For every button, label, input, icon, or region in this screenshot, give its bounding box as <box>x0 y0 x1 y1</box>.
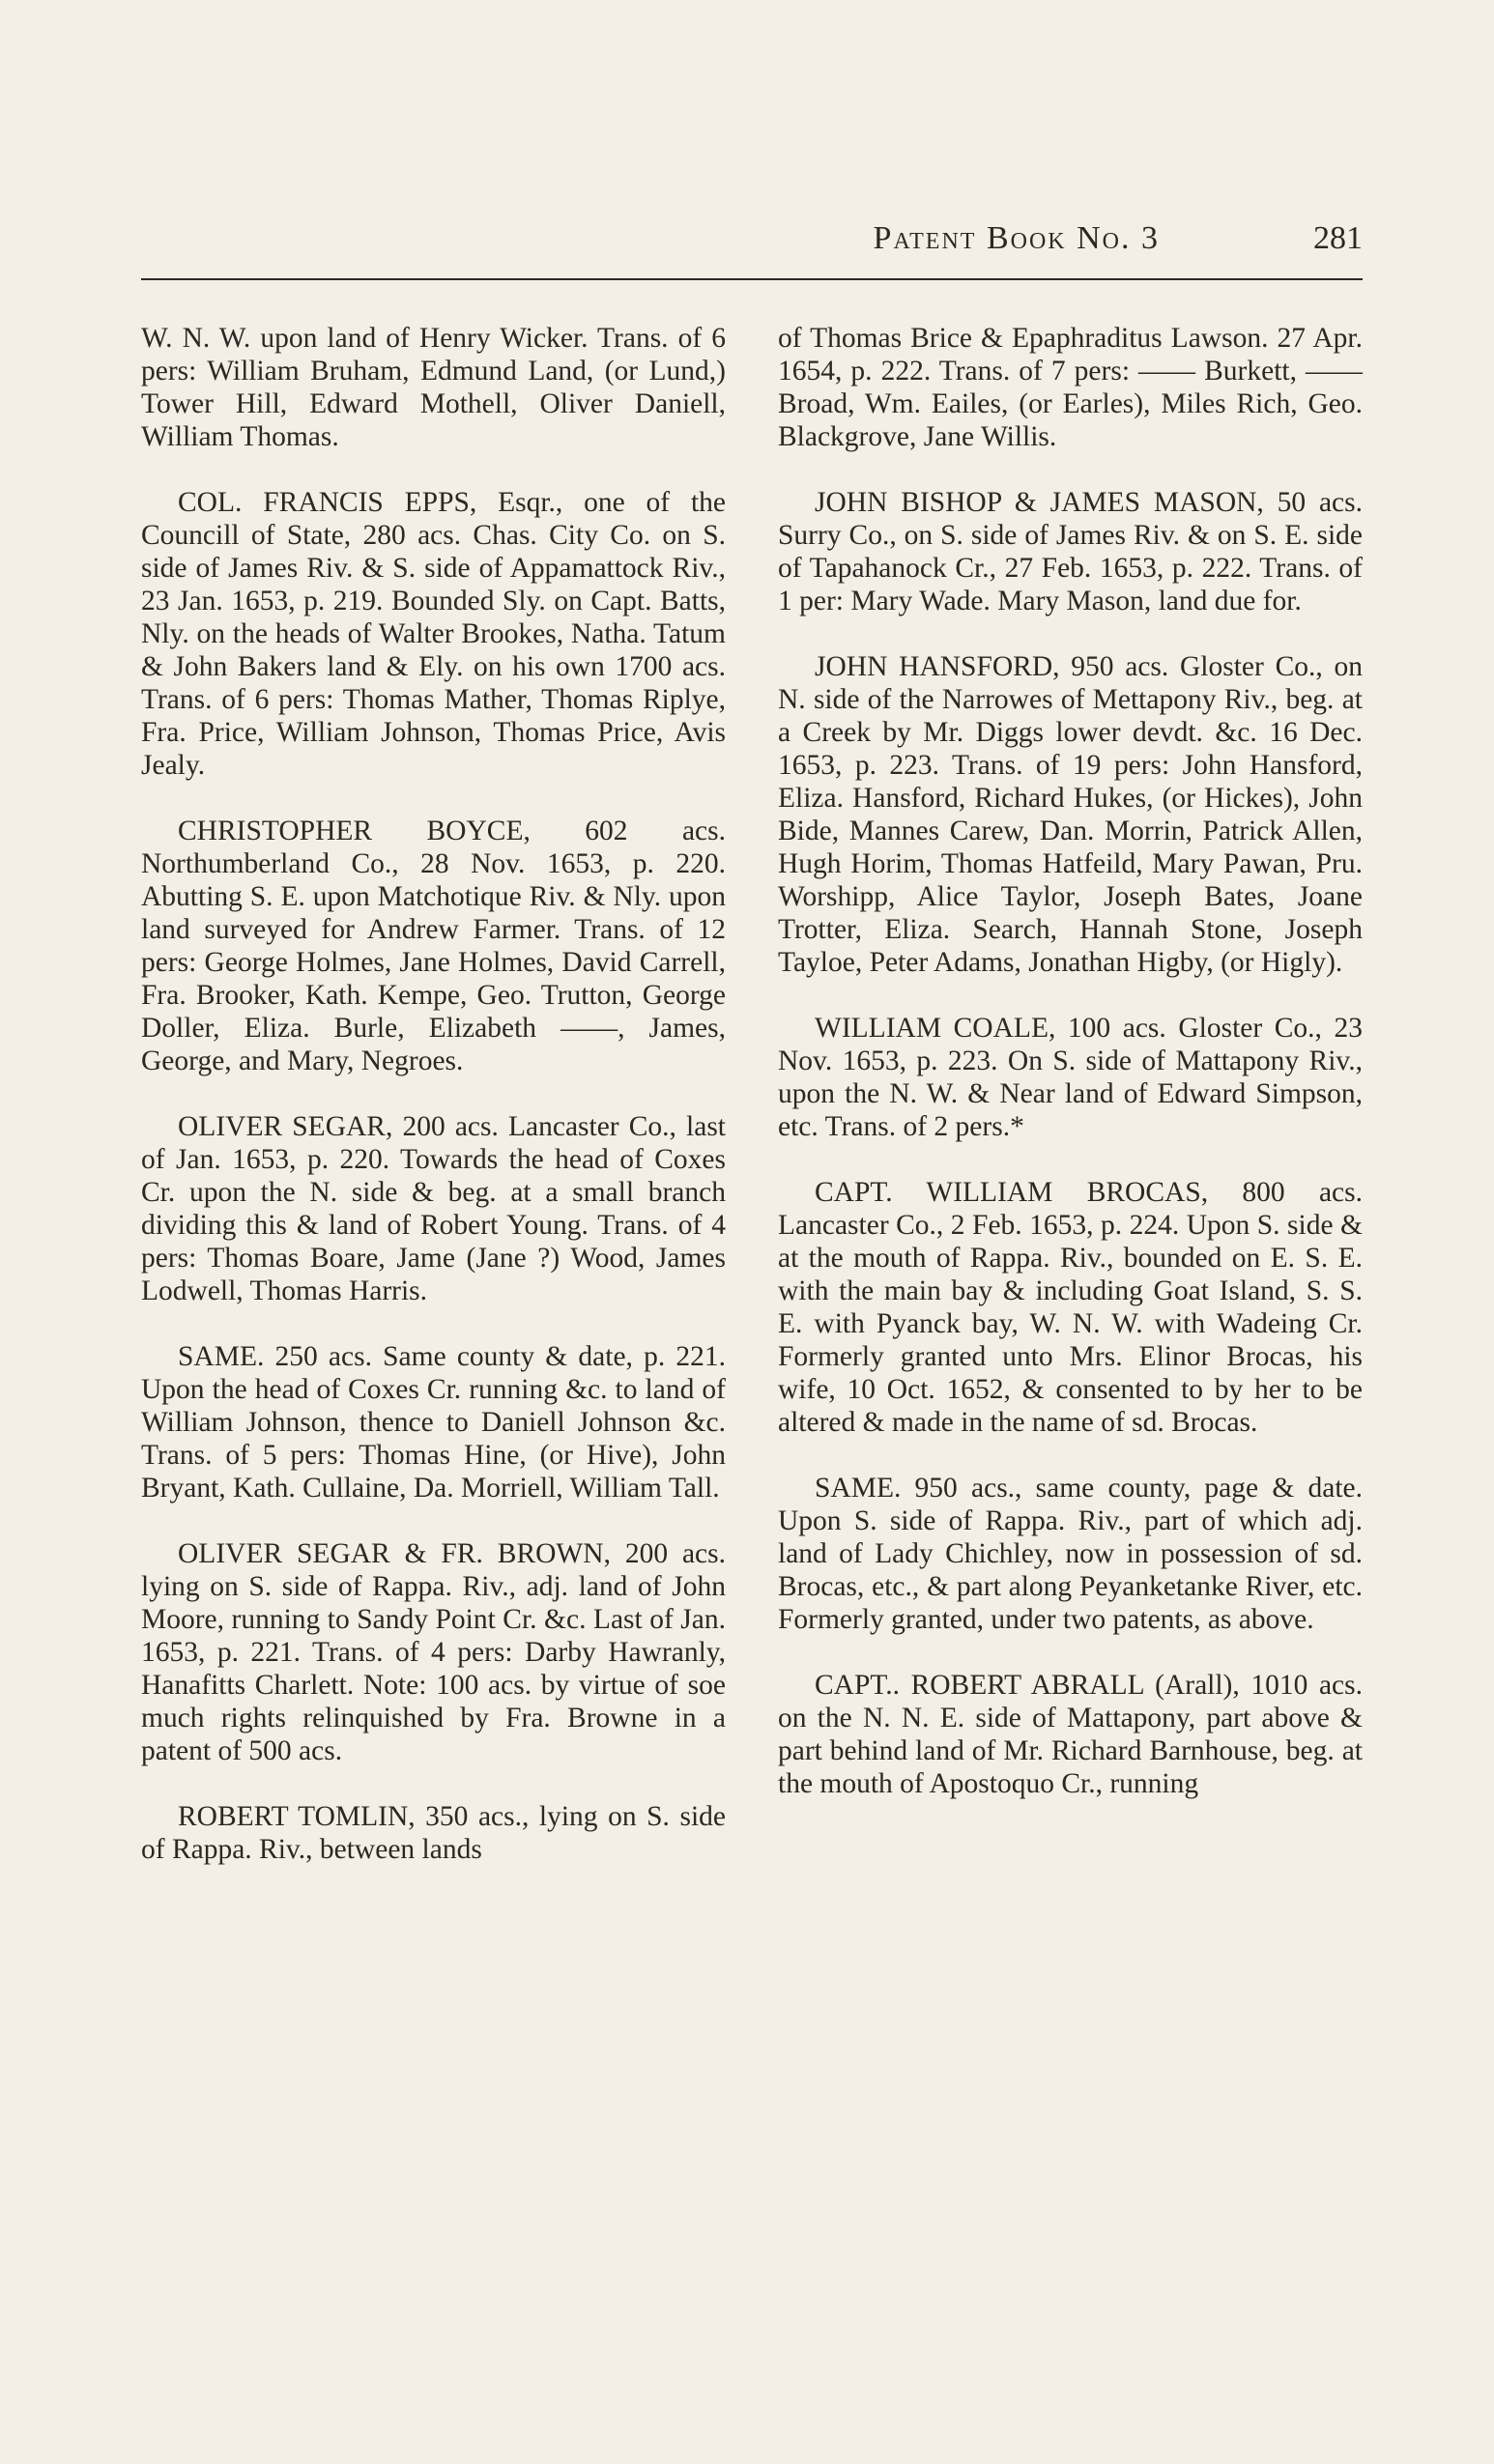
entry-segar-brown: OLIVER SEGAR & FR. BROWN, 200 acs. lying on S. side of Rappa. Riv., adj. land of John Moore, running to Sandy Point Cr. &c. Last of Jan. 1653, p. 221. Trans. of 4 pers: Darby Hawranly, Hanafitts Charlett. Note: 100 acs. by virtue of soe much rights relinquished by Fra. Browne in a patent of 500 acs. <box>141 1538 726 1766</box>
page-number: 281 <box>1313 220 1363 256</box>
entry-robert-abrall: CAPT.. ROBERT ABRALL (Arall), 1010 acs. on the N. N. E. side of Mattapony, part above & part behind land of Mr. Richard Barnhouse, beg. at the mouth of Apostoquo Cr., running <box>778 1670 1363 1799</box>
entry-bishop-mason: JOHN BISHOP & JAMES MASON, 50 acs. Surry Co., on S. side of James Riv. & on S. E. side of Tapahanock Cr., 27 Feb. 1653, p. 222. Trans. of 1 per: Mary Wade. Mary Mason, land due for. <box>778 487 1363 616</box>
entry-william-coale: WILLIAM COALE, 100 acs. Gloster Co., 23 Nov. 1653, p. 223. On S. side of Mattapony Riv., upon the N. W. & Near land of Edward Simpson, etc. Trans. of 2 pers.* <box>778 1013 1363 1142</box>
header-rule <box>141 278 1363 280</box>
entry-same-950: SAME. 950 acs., same county, page & date. Upon S. side of Rappa. Riv., part of which adj. land of Lady Chichley, now in possession of sd. Brocas, etc., & part along Peyanketanke River, etc. Formerly granted, under two patents, as above. <box>778 1473 1363 1635</box>
entry-robert-tomlin: ROBERT TOMLIN, 350 acs., lying on S. side of Rappa. Riv., between lands <box>141 1801 726 1865</box>
right-column <box>778 322 1363 1833</box>
entry-continuation-right: of Thomas Brice & Epaphraditus Lawson. 27 Apr. 1654, p. 222. Trans. of 7 pers: —— Burkett, —— Broad, Wm. Eailes, (or Earles), Miles Rich, Geo. Blackgrove, Jane Willis. <box>778 323 1363 452</box>
header-title: Patent Book No. 3 <box>873 220 1160 256</box>
entry-continuation: W. N. W. upon land of Henry Wicker. Trans. of 6 pers: William Bruham, Edmund Land, (or Lund,) Tower Hill, Edward Mothell, Oliver Daniell, William Thomas. <box>141 323 726 452</box>
entry-william-brocas: CAPT. WILLIAM BROCAS, 800 acs. Lancaster Co., 2 Feb. 1653, p. 224. Upon S. side & at the mouth of Rappa. Riv., bounded on E. S. E. with the main bay & including Goat Island, S. S. E. with Pyanck bay, W. N. W. with Wadeing Cr. Formerly granted unto Mrs. Elinor Brocas, his wife, 10 Oct. 1652, & consented to by her to be altered & made in the name of sd. Brocas. <box>778 1177 1363 1438</box>
entry-same-250: SAME. 250 acs. Same county & date, p. 221. Upon the head of Coxes Cr. running &c. to land of William Johnson, thence to Daniell Johnson &c. Trans. of 5 pers: Thomas Hine, (or Hive), John Bryant, Kath. Cullaine, Da. Morriell, William Tall. <box>141 1341 726 1504</box>
running-header <box>141 220 1363 274</box>
entry-oliver-segar: OLIVER SEGAR, 200 acs. Lancaster Co., last of Jan. 1653, p. 220. Towards the head of Coxes Cr. upon the N. side & beg. at a small branch dividing this & land of Robert Young. Trans. of 4 pers: Thomas Boare, Jame (Jane ?) Wood, James Lodwell, Thomas Harris. <box>141 1111 726 1306</box>
entry-christopher-boyce: CHRISTOPHER BOYCE, 602 acs. Northumberland Co., 28 Nov. 1653, p. 220. Abutting S. E. upon Matchotique Riv. & Nly. upon land surveyed for Andrew Farmer. Trans. of 12 pers: George Holmes, Jane Holmes, David Carrell, Fra. Brooker, Kath. Kempe, Geo. Trutton, George Doller, Eliza. Burle, Elizabeth ——, James, George, and Mary, Negroes. <box>141 816 726 1076</box>
entry-francis-epps: COL. FRANCIS EPPS, Esqr., one of the Councill of State, 280 acs. Chas. City Co. on S. side of James Riv. & S. side of Appamattock Riv., 23 Jan. 1653, p. 219. Bounded Sly. on Capt. Batts, Nly. on the heads of Walter Brookes, Natha. Tatum & John Bakers land & Ely. on his own 1700 acs. Trans. of 6 pers: Thomas Mather, Thomas Riplye, Fra. Price, William Johnson, Thomas Price, Avis Jealy. <box>141 487 726 781</box>
left-column <box>141 322 726 1899</box>
entry-john-hansford: JOHN HANSFORD, 950 acs. Gloster Co., on N. side of the Narrowes of Mettapony Riv., beg. at a Creek by Mr. Diggs lower devdt. &c. 16 Dec. 1653, p. 223. Trans. of 19 pers: John Hansford, Eliza. Hansford, Richard Hukes, (or Hickes), John Bide, Mannes Carew, Dan. Morrin, Patrick Allen, Hugh Horim, Thomas Hatfeild, Mary Pawan, Pru. Worshipp, Alice Taylor, Joseph Bates, Joane Trotter, Eliza. Search, Hannah Stone, Joseph Tayloe, Peter Adams, Jonathan Higby, (or Higly). <box>778 651 1363 978</box>
